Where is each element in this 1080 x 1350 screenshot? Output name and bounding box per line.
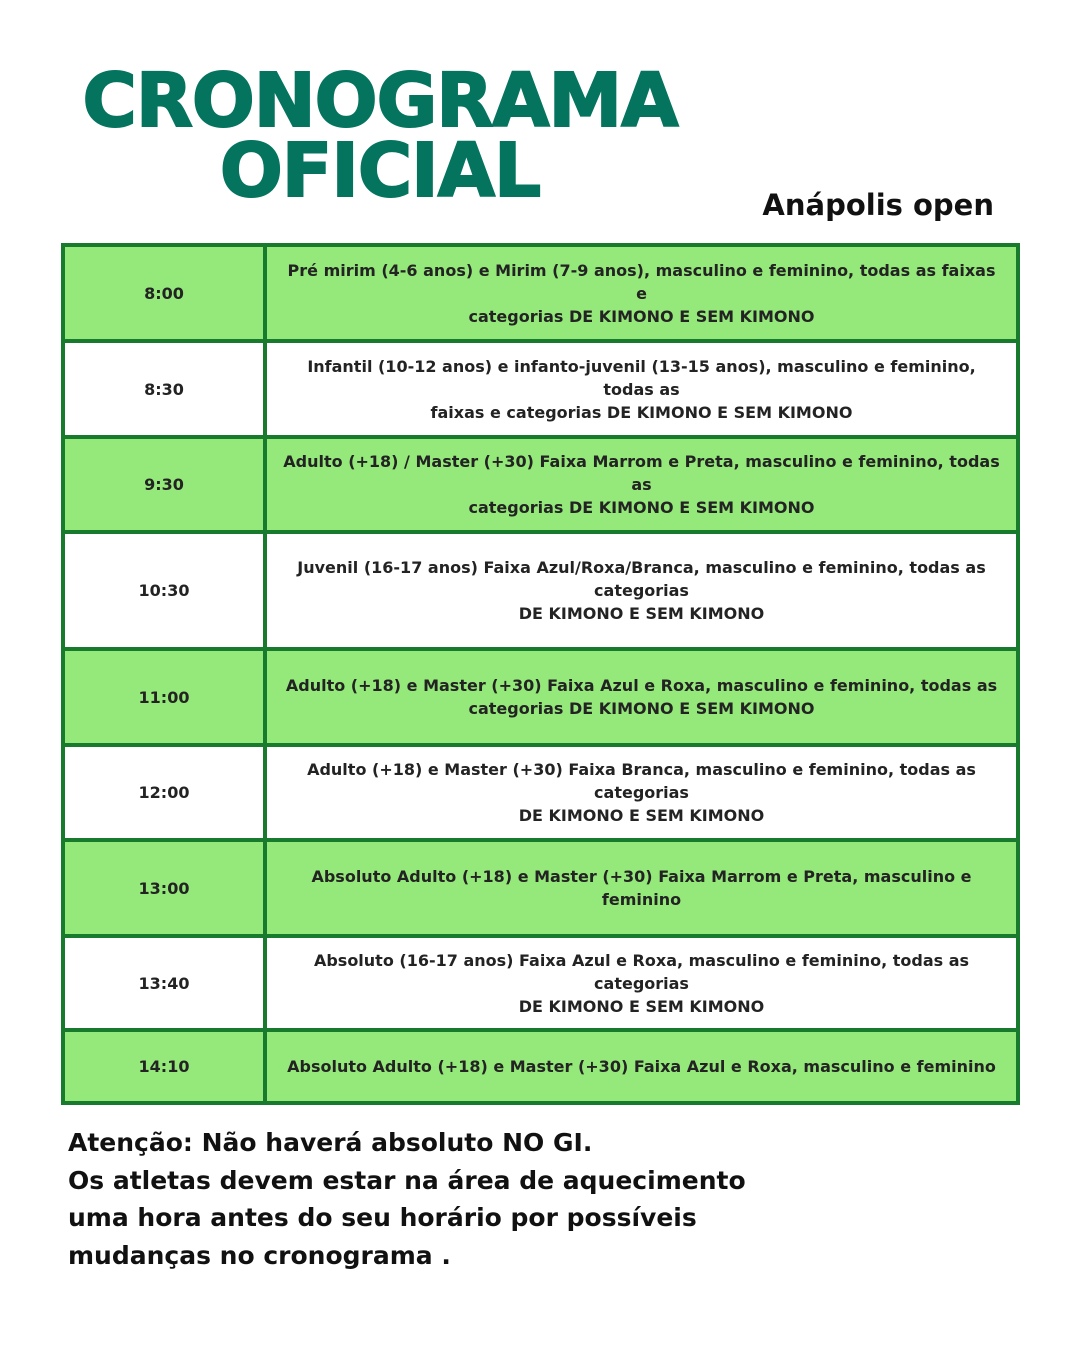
schedule-row [63, 245, 1018, 341]
schedule-time: 10:30 [63, 532, 265, 649]
schedule-row [63, 1030, 1018, 1103]
schedule-row [63, 341, 1018, 437]
schedule-table [61, 243, 1020, 1105]
page-title [60, 58, 700, 214]
notice-line: Atenção: Não haverá absoluto NO GI. [68, 1128, 593, 1157]
schedule-time: 8:00 [63, 245, 265, 341]
schedule-time: 13:40 [63, 936, 265, 1030]
notice-line: mudanças no cronograma . [68, 1240, 451, 1270]
title-line-1: CRONOGRAMA [82, 58, 678, 144]
schedule-row [63, 437, 1018, 532]
schedule-description [265, 840, 1018, 936]
schedule-row [63, 840, 1018, 936]
description-line: categorias DE KIMONO E SEM KIMONO [468, 498, 815, 517]
description-line: Adulto (+18) / Master (+30) Faixa Marrom e Preta, masculino e feminino, todas as [283, 452, 1000, 494]
description-line: Adulto (+18) e Master (+30) Faixa Azul e Roxa, masculino e feminino, todas as [285, 676, 998, 695]
description-line: Juvenil (16-17 anos) Faixa Azul/Roxa/Branca, masculino e feminino, todas as [297, 558, 986, 577]
schedule-description [265, 936, 1018, 1030]
title-line-2: OFICIAL [219, 128, 541, 214]
schedule-time: 8:30 [63, 341, 265, 437]
notice-line: Os atletas devem estar na área de aquecimento [68, 1165, 746, 1195]
schedule-time: 13:00 [63, 840, 265, 936]
description-line: DE KIMONO E SEM KIMONO [518, 604, 765, 623]
schedule-row [63, 745, 1018, 840]
description-line: faixas e categorias DE KIMONO E SEM KIMONO [430, 402, 853, 422]
description-line: categorias DE KIMONO E SEM KIMONO [468, 306, 815, 326]
description-line: categorias [594, 581, 689, 600]
schedule-description [265, 532, 1018, 649]
description-line: Absoluto Adulto (+18) e Master (+30) Faixa Azul e Roxa, masculino e feminino [287, 1057, 996, 1076]
schedule-row [63, 936, 1018, 1030]
schedule-description [265, 437, 1018, 532]
description-line: Adulto (+18) e Master (+30) Faixa Branca, masculino e feminino, todas as categorias [307, 760, 976, 802]
schedule-time: 9:30 [63, 437, 265, 532]
schedule-description [265, 1030, 1018, 1103]
description-line: Pré mirim (4-6 anos) e Mirim (7-9 anos), masculino e feminino, todas as faixas e [287, 260, 996, 303]
schedule-row [63, 649, 1018, 745]
description-line: DE KIMONO E SEM KIMONO [518, 806, 765, 825]
description-line: DE KIMONO E SEM KIMONO [518, 996, 765, 1016]
description-line: categorias DE KIMONO E SEM KIMONO [468, 699, 815, 718]
schedule-time: 12:00 [63, 745, 265, 840]
schedule-description [265, 649, 1018, 745]
notice-text [68, 1124, 828, 1274]
schedule-description [265, 745, 1018, 840]
schedule-row [63, 532, 1018, 649]
event-name: Anápolis open [762, 188, 994, 222]
description-line: Absoluto (16-17 anos) Faixa Azul e Roxa, masculino e feminino, todas as categorias [313, 950, 970, 993]
schedule-time: 11:00 [63, 649, 265, 745]
description-line: Absoluto Adulto (+18) e Master (+30) Faixa Marrom e Preta, masculino e feminino [311, 867, 972, 909]
schedule-description [265, 245, 1018, 341]
schedule-time: 14:10 [63, 1030, 265, 1103]
schedule-description [265, 341, 1018, 437]
notice-line: uma hora antes do seu horário por possíveis [68, 1203, 697, 1232]
description-line: Infantil (10-12 anos) e infanto-juvenil (13-15 anos), masculino e feminino, todas as [307, 356, 976, 399]
